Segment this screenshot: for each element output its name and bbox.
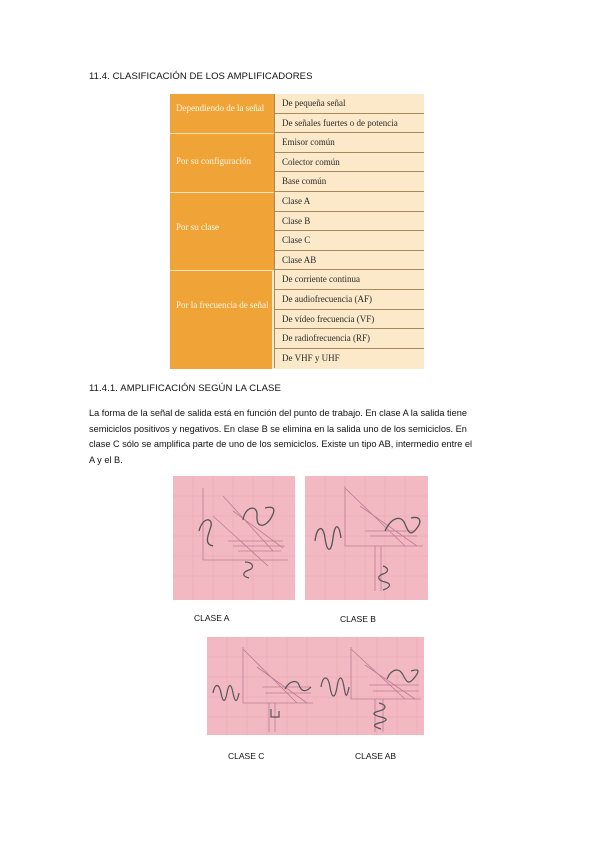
table-cell: De vídeo frecuencia (VF) (274, 310, 424, 330)
table-cell: De corriente continua (274, 270, 424, 290)
table-cell: Emisor común (274, 133, 424, 153)
table-cell: Base común (274, 172, 424, 192)
class-b-diagram (305, 476, 428, 600)
caption-class-b: CLASE B (340, 614, 376, 624)
category-label: Dependiendo de la señal (176, 103, 265, 113)
class-a-diagram (173, 476, 295, 600)
table-cell: De audiofrecuencia (AF) (274, 290, 424, 310)
category-label: Por su clase (176, 222, 219, 232)
class-c-diagram (207, 637, 317, 735)
table-cell: Clase B (274, 212, 424, 232)
table-cell: De pequeña señal (274, 94, 424, 114)
section-title: 11.4. CLASIFICACIÓN DE LOS AMPLIFICADORES (89, 71, 313, 82)
caption-class-c: CLASE C (228, 751, 265, 761)
table-cell: Clase C (274, 231, 424, 251)
amplifier-classification-table (170, 94, 424, 369)
table-cell: Colector común (274, 153, 424, 173)
table-category (170, 192, 274, 270)
category-label: Por su configuración (176, 156, 251, 167)
paragraph-line: clase C sólo se amplifica parte de uno de los semiciclos. Existe un tipo AB, intermedio entre el (89, 439, 473, 449)
table-category (170, 133, 274, 192)
table-cell: Clase A (274, 192, 424, 212)
category-label: Por la frecuencia de señal (176, 300, 269, 311)
paragraph-line: A y el B. (89, 454, 123, 465)
caption-class-ab: CLASE AB (355, 751, 397, 761)
subsection-title: 11.4.1. AMPLIFICACIÓN SEGÚN LA CLASE (89, 383, 281, 394)
table-cell: De VHF y UHF (274, 349, 424, 369)
caption-class-a: CLASE A (194, 613, 230, 623)
table-category (170, 94, 274, 133)
class-ab-diagram (317, 637, 424, 735)
table-cell: De radiofrecuencia (RF) (274, 329, 424, 349)
table-cell: De señales fuertes o de potencia (274, 114, 424, 134)
paragraph-line: semiciclos positivos y negativos. En clase B se elimina en la salida uno de los semiciclos. En (89, 423, 467, 434)
table-category (170, 270, 272, 369)
body-paragraph (89, 406, 519, 468)
paragraph-line: La forma de la señal de salida está en función del punto de trabajo. En clase A la salida tiene (89, 408, 467, 418)
table-cell: Clase AB (274, 251, 424, 271)
